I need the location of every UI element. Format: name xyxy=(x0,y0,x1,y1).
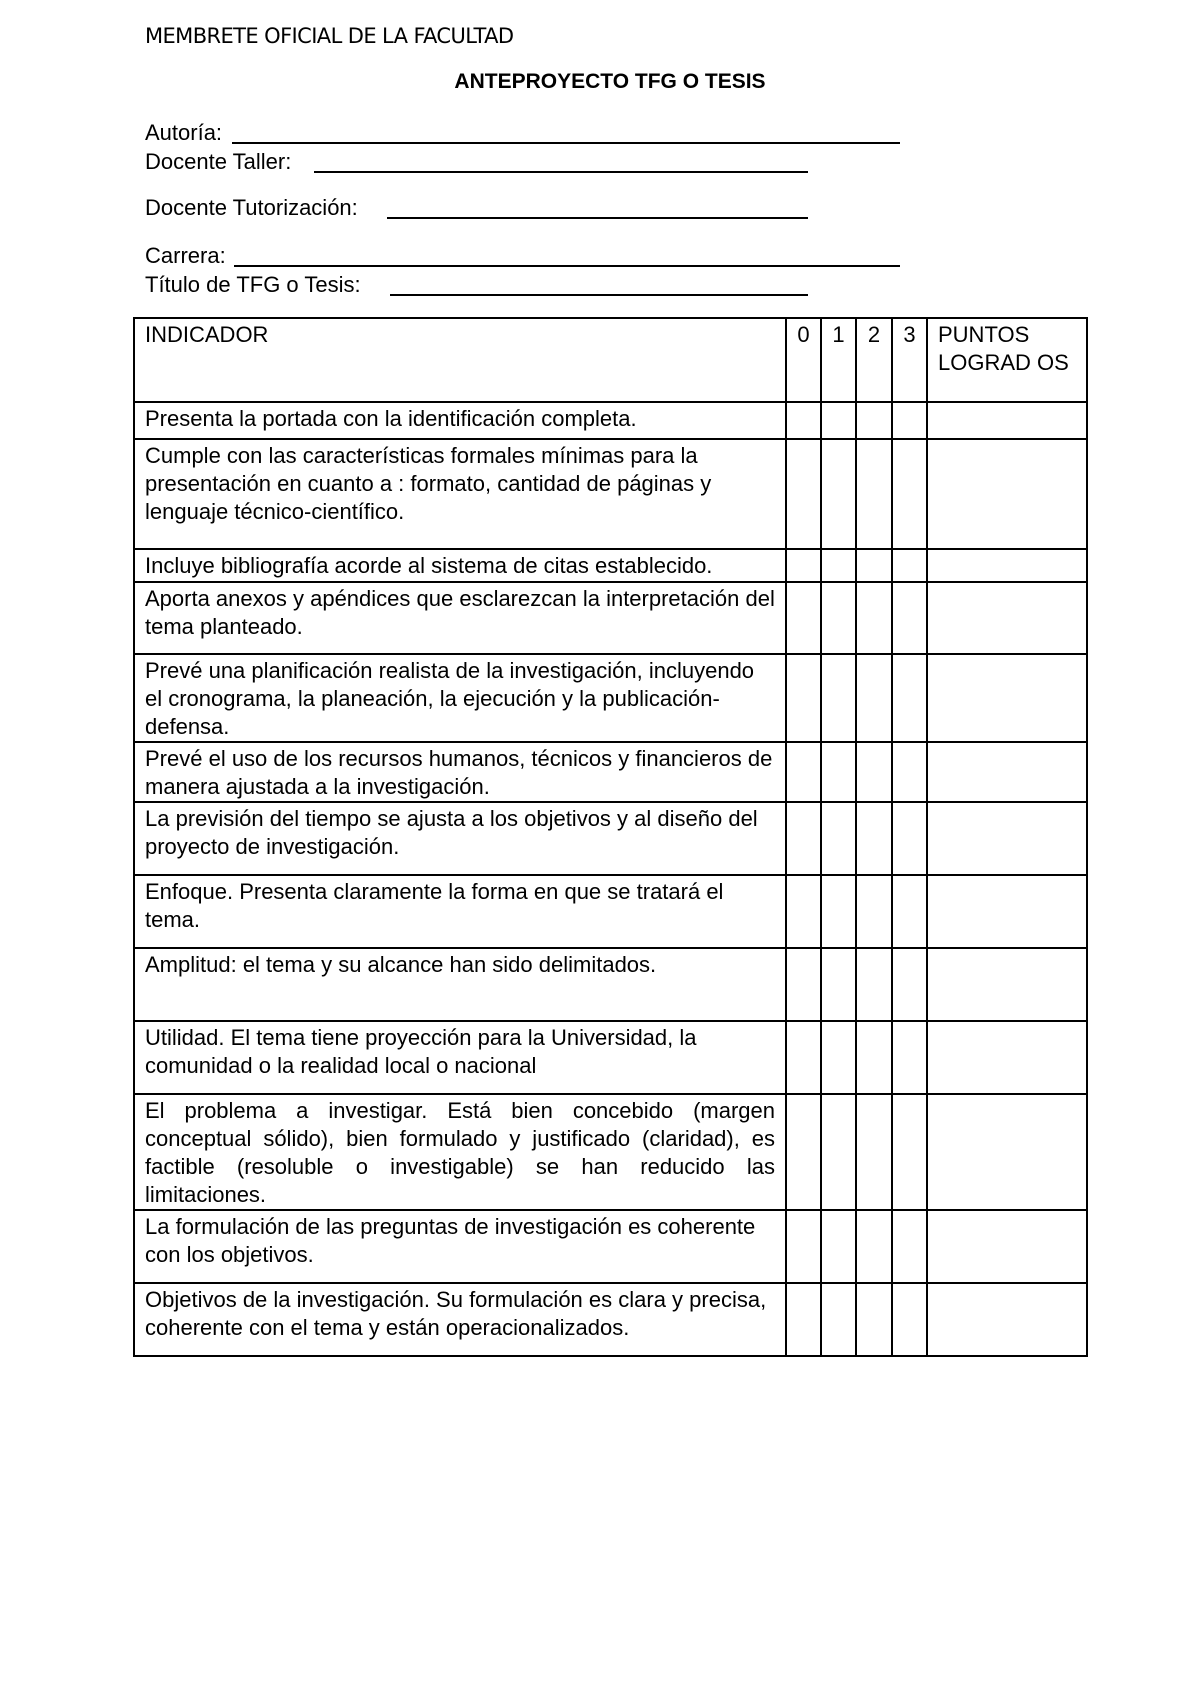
score-cell-0[interactable] xyxy=(786,1283,821,1356)
points-cell[interactable] xyxy=(927,582,1087,654)
score-cell-0[interactable] xyxy=(786,402,821,439)
score-cell-0[interactable] xyxy=(786,948,821,1021)
points-cell[interactable] xyxy=(927,402,1087,439)
table-header-row xyxy=(134,318,1087,402)
indicator-text: Amplitud: el tema y su alcance han sido delimitados. xyxy=(134,948,786,1021)
score-cell-3[interactable] xyxy=(892,948,927,1021)
fill-line[interactable] xyxy=(314,171,808,173)
score-cell-2[interactable] xyxy=(856,582,892,654)
field-docente-tutorizacion xyxy=(145,195,358,221)
score-cell-0[interactable] xyxy=(786,1021,821,1094)
table-row xyxy=(134,1094,1087,1210)
score-cell-2[interactable] xyxy=(856,1094,892,1210)
score-cell-0[interactable] xyxy=(786,549,821,582)
points-cell[interactable] xyxy=(927,875,1087,948)
score-cell-1[interactable] xyxy=(821,1094,856,1210)
score-cell-1[interactable] xyxy=(821,1283,856,1356)
score-cell-2[interactable] xyxy=(856,742,892,802)
table-row xyxy=(134,654,1087,742)
points-cell[interactable] xyxy=(927,1283,1087,1356)
score-cell-3[interactable] xyxy=(892,875,927,948)
header-score-1: 1 xyxy=(821,318,856,402)
score-cell-1[interactable] xyxy=(821,582,856,654)
document-title: ANTEPROYECTO TFG O TESIS xyxy=(454,70,766,93)
table-row xyxy=(134,875,1087,948)
score-cell-0[interactable] xyxy=(786,1210,821,1283)
score-cell-3[interactable] xyxy=(892,439,927,549)
points-cell[interactable] xyxy=(927,948,1087,1021)
field-autoria xyxy=(145,120,222,146)
evaluation-table xyxy=(133,317,1088,1357)
table-body xyxy=(134,402,1087,1356)
score-cell-1[interactable] xyxy=(821,439,856,549)
points-cell[interactable] xyxy=(927,654,1087,742)
score-cell-1[interactable] xyxy=(821,875,856,948)
score-cell-0[interactable] xyxy=(786,654,821,742)
score-cell-1[interactable] xyxy=(821,742,856,802)
field-docente-taller xyxy=(145,149,291,175)
indicator-text: Prevé una planificación realista de la investigación, incluyendo el cronograma, la planeación, la ejecución y la publicación-defensa. xyxy=(134,654,786,742)
indicator-text: Enfoque. Presenta claramente la forma en que se tratará el tema. xyxy=(134,875,786,948)
points-cell[interactable] xyxy=(927,1021,1087,1094)
table-row xyxy=(134,802,1087,875)
score-cell-2[interactable] xyxy=(856,439,892,549)
points-cell[interactable] xyxy=(927,742,1087,802)
score-cell-2[interactable] xyxy=(856,402,892,439)
table-row xyxy=(134,1210,1087,1283)
score-cell-1[interactable] xyxy=(821,948,856,1021)
table-row xyxy=(134,948,1087,1021)
score-cell-0[interactable] xyxy=(786,742,821,802)
table-row xyxy=(134,1283,1087,1356)
field-label: Título de TFG o Tesis: xyxy=(145,272,361,297)
indicator-text: Presenta la portada con la identificación completa. xyxy=(134,402,786,439)
points-cell[interactable] xyxy=(927,802,1087,875)
field-titulo xyxy=(145,272,361,298)
score-cell-0[interactable] xyxy=(786,802,821,875)
indicator-text: Cumple con las características formales mínimas para la presentación en cuanto a : formato, cantidad de páginas y lenguaje técnico-científico. xyxy=(134,439,786,549)
table-row xyxy=(134,549,1087,582)
indicator-text: Aporta anexos y apéndices que esclarezcan la interpretación del tema planteado. xyxy=(134,582,786,654)
indicator-text: Prevé el uso de los recursos humanos, técnicos y financieros de manera ajustada a la investigación. xyxy=(134,742,786,802)
fill-line[interactable] xyxy=(390,294,808,296)
table-row xyxy=(134,439,1087,549)
score-cell-2[interactable] xyxy=(856,875,892,948)
score-cell-3[interactable] xyxy=(892,1094,927,1210)
score-cell-0[interactable] xyxy=(786,1094,821,1210)
header-indicador: INDICADOR xyxy=(134,318,786,402)
field-label: Autoría: xyxy=(145,120,223,145)
fill-line[interactable] xyxy=(387,217,808,219)
field-label: Docente Taller: xyxy=(145,149,292,174)
score-cell-2[interactable] xyxy=(856,549,892,582)
table-row xyxy=(134,1021,1087,1094)
points-cell[interactable] xyxy=(927,549,1087,582)
score-cell-2[interactable] xyxy=(856,1210,892,1283)
score-cell-3[interactable] xyxy=(892,1283,927,1356)
table-row xyxy=(134,402,1087,439)
header-score-2: 2 xyxy=(856,318,892,402)
field-carrera xyxy=(145,243,226,269)
score-cell-2[interactable] xyxy=(856,948,892,1021)
indicator-text: Objetivos de la investigación. Su formulación es clara y precisa, coherente con el tema y están operacionalizados. xyxy=(134,1283,786,1356)
points-cell[interactable] xyxy=(927,1094,1087,1210)
score-cell-2[interactable] xyxy=(856,654,892,742)
score-cell-0[interactable] xyxy=(786,875,821,948)
header-score-0: 0 xyxy=(786,318,821,402)
score-cell-3[interactable] xyxy=(892,654,927,742)
fill-line[interactable] xyxy=(232,142,900,144)
table-row xyxy=(134,742,1087,802)
score-cell-1[interactable] xyxy=(821,654,856,742)
score-cell-2[interactable] xyxy=(856,1021,892,1094)
indicator-text: El problema a investigar. Está bien concebido (margen conceptual sólido), bien formulado y justificado (claridad), es factible (resoluble o investigable) se han reducido las limitaciones. xyxy=(134,1094,786,1210)
indicator-text: Incluye bibliografía acorde al sistema de citas establecido. xyxy=(134,549,786,582)
score-cell-1[interactable] xyxy=(821,402,856,439)
indicator-text: Utilidad. El tema tiene proyección para la Universidad, la comunidad o la realidad local o nacional xyxy=(134,1021,786,1094)
score-cell-3[interactable] xyxy=(892,802,927,875)
score-cell-0[interactable] xyxy=(786,439,821,549)
header-score-3: 3 xyxy=(892,318,927,402)
score-cell-3[interactable] xyxy=(892,1021,927,1094)
indicator-text: La previsión del tiempo se ajusta a los objetivos y al diseño del proyecto de investigación. xyxy=(134,802,786,875)
fill-line[interactable] xyxy=(234,265,900,267)
score-cell-1[interactable] xyxy=(821,549,856,582)
score-cell-3[interactable] xyxy=(892,582,927,654)
score-cell-3[interactable] xyxy=(892,742,927,802)
score-cell-1[interactable] xyxy=(821,1210,856,1283)
score-cell-2[interactable] xyxy=(856,1283,892,1356)
points-cell[interactable] xyxy=(927,439,1087,549)
score-cell-3[interactable] xyxy=(892,549,927,582)
score-cell-0[interactable] xyxy=(786,582,821,654)
score-cell-3[interactable] xyxy=(892,402,927,439)
score-cell-3[interactable] xyxy=(892,1210,927,1283)
field-label: Docente Tutorización: xyxy=(145,195,358,220)
table-row xyxy=(134,582,1087,654)
score-cell-2[interactable] xyxy=(856,802,892,875)
indicator-text: La formulación de las preguntas de investigación es coherente con los objetivos. xyxy=(134,1210,786,1283)
header-puntos-logrados: PUNTOS LOGRAD OS xyxy=(927,318,1087,402)
points-cell[interactable] xyxy=(927,1210,1087,1283)
score-cell-1[interactable] xyxy=(821,802,856,875)
letterhead: MEMBRETE OFICIAL DE LA FACULTAD xyxy=(145,24,514,48)
score-cell-1[interactable] xyxy=(821,1021,856,1094)
field-label: Carrera: xyxy=(145,243,226,268)
